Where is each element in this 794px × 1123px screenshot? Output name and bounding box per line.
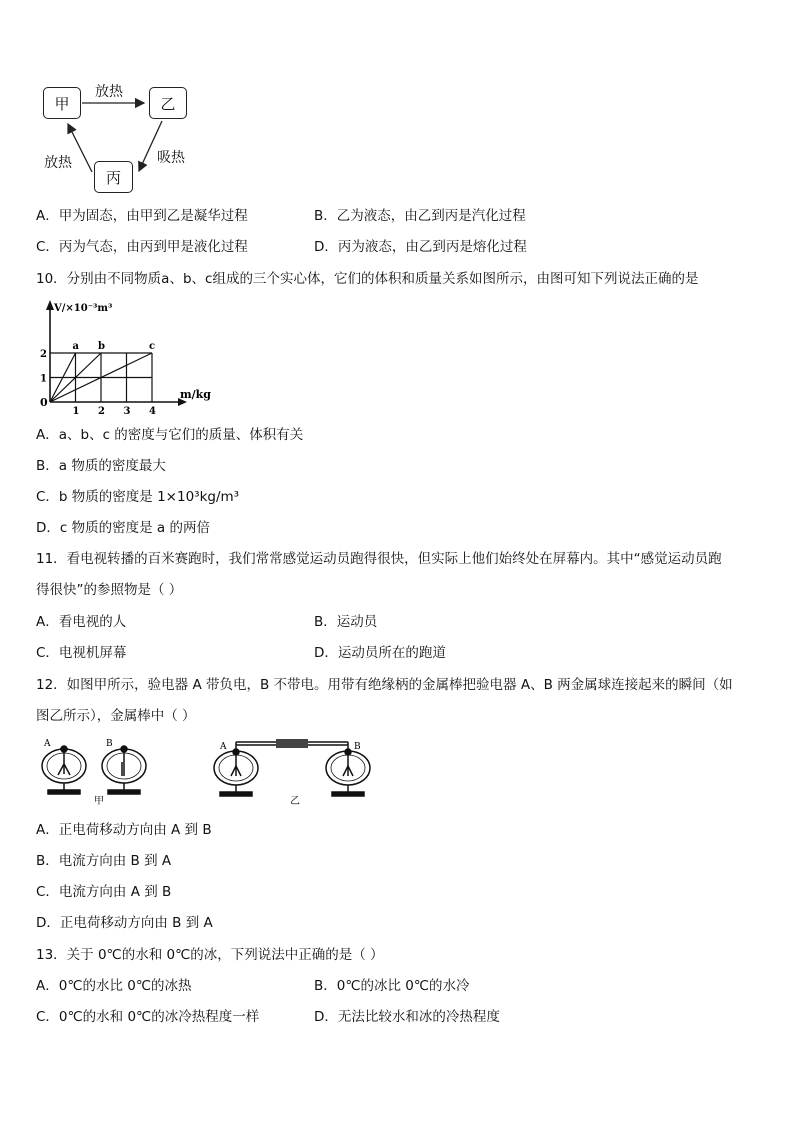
q9-option-a: A．甲为固态，由甲到乙是凝华过程 [36, 208, 248, 224]
q11-stem-line2: 得很快”的参照物是（ ） [36, 582, 183, 598]
state-change-diagram [0, 0, 200, 200]
q9-option-b: B．乙为液态，由乙到丙是汽化过程 [314, 208, 526, 224]
q13-option-c: C．0℃的水和 0℃的冰冷热程度一样 [36, 1009, 260, 1025]
q12-stem-line1: 12．如图甲所示，验电器 A 带负电，B 不带电。用带有绝缘柄的金属棒把验电器 A、B 两金属球连接起来的瞬间（如 [36, 677, 733, 693]
x-tick-label: 3 [123, 406, 131, 416]
x-tick-label: 2 [98, 406, 105, 416]
x-axis-label: m/kg [180, 388, 211, 401]
q10-option-c: C．b 物质的密度是 1×10³kg/m³ [36, 489, 240, 505]
q12-stem-line2: 图乙所示），金属棒中（ ） [36, 708, 196, 724]
q11-option-d: D．运动员所在的跑道 [314, 645, 446, 661]
series-label-c: c [149, 341, 156, 352]
q13-option-d: D．无法比较水和冰的冷热程度 [314, 1009, 500, 1025]
q13-option-a: A．0℃的水比 0℃的冰热 [36, 978, 192, 994]
state-box-jia: 甲 [43, 87, 81, 119]
q10-option-a: A．a、b、c 的密度与它们的质量、体积有关 [36, 427, 304, 443]
label-release-heat-left: 放热 [44, 155, 72, 171]
electroscope-a-yi [214, 749, 258, 796]
x-tick-label: 1 [72, 406, 80, 416]
q9-option-d: D．丙为液态，由乙到丙是熔化过程 [314, 239, 527, 255]
state-box-bing: 丙 [94, 161, 133, 193]
q9-option-c: C．丙为气态，由丙到甲是液化过程 [36, 239, 248, 255]
q11-option-c: C．电视机屏幕 [36, 645, 127, 661]
q10-stem: 10．分别由不同物质a、b、c组成的三个实心体，它们的体积和质量关系如图所示，由图可知下列说法正确的是 [36, 271, 699, 287]
label-a-jia: A [44, 739, 51, 749]
series-label-a: a [72, 341, 79, 352]
q10-option-b: B．a 物质的密度最大 [36, 458, 166, 474]
label-b-yi: B [354, 742, 361, 752]
q11-stem-line1: 11．看电视转播的百米赛跑时，我们常常感觉运动员跑得很快，但实际上他们始终处在屏幕内。其中“感觉运动员跑 [36, 551, 722, 567]
y-axis-arrowhead [46, 300, 54, 310]
y-tick-label: 2 [40, 349, 47, 360]
label-absorb-heat: 吸热 [157, 150, 185, 166]
state-box-yi: 乙 [149, 87, 187, 119]
q13-stem: 13．关于 0℃的水和 0℃的冰，下列说法中正确的是（ ） [36, 947, 384, 963]
y-axis-label: V/×10⁻³m³ [54, 303, 113, 314]
volume-mass-chart [30, 298, 220, 416]
electroscope-a-jia [42, 746, 86, 794]
insulated-handle [276, 739, 308, 748]
q12-option-a: A．正电荷移动方向由 A 到 B [36, 822, 212, 838]
x-tick-label: 4 [149, 406, 156, 416]
caption-jia: 甲 [94, 796, 104, 807]
q10-option-d: D．c 物质的密度是 a 的两倍 [36, 520, 210, 536]
label-release-heat-top: 放热 [95, 84, 123, 100]
q13-option-b: B．0℃的冰比 0℃的水冷 [314, 978, 470, 994]
electroscope-figure [36, 734, 376, 810]
q12-option-d: D．正电荷移动方向由 B 到 A [36, 915, 213, 931]
q11-option-a: A．看电视的人 [36, 614, 127, 630]
label-b-jia: B [106, 739, 113, 749]
electroscope-b-jia [102, 746, 146, 794]
electroscope-b-yi [326, 749, 370, 796]
y-tick-label: 1 [40, 373, 47, 385]
label-a-yi: A [220, 742, 227, 752]
origin-label: 0 [40, 396, 48, 409]
series-label-b: b [98, 341, 105, 352]
q12-option-c: C．电流方向由 A 到 B [36, 884, 172, 900]
caption-yi: 乙 [290, 796, 300, 807]
q11-option-b: B．运动员 [314, 614, 378, 630]
q12-option-b: B．电流方向由 B 到 A [36, 853, 172, 869]
